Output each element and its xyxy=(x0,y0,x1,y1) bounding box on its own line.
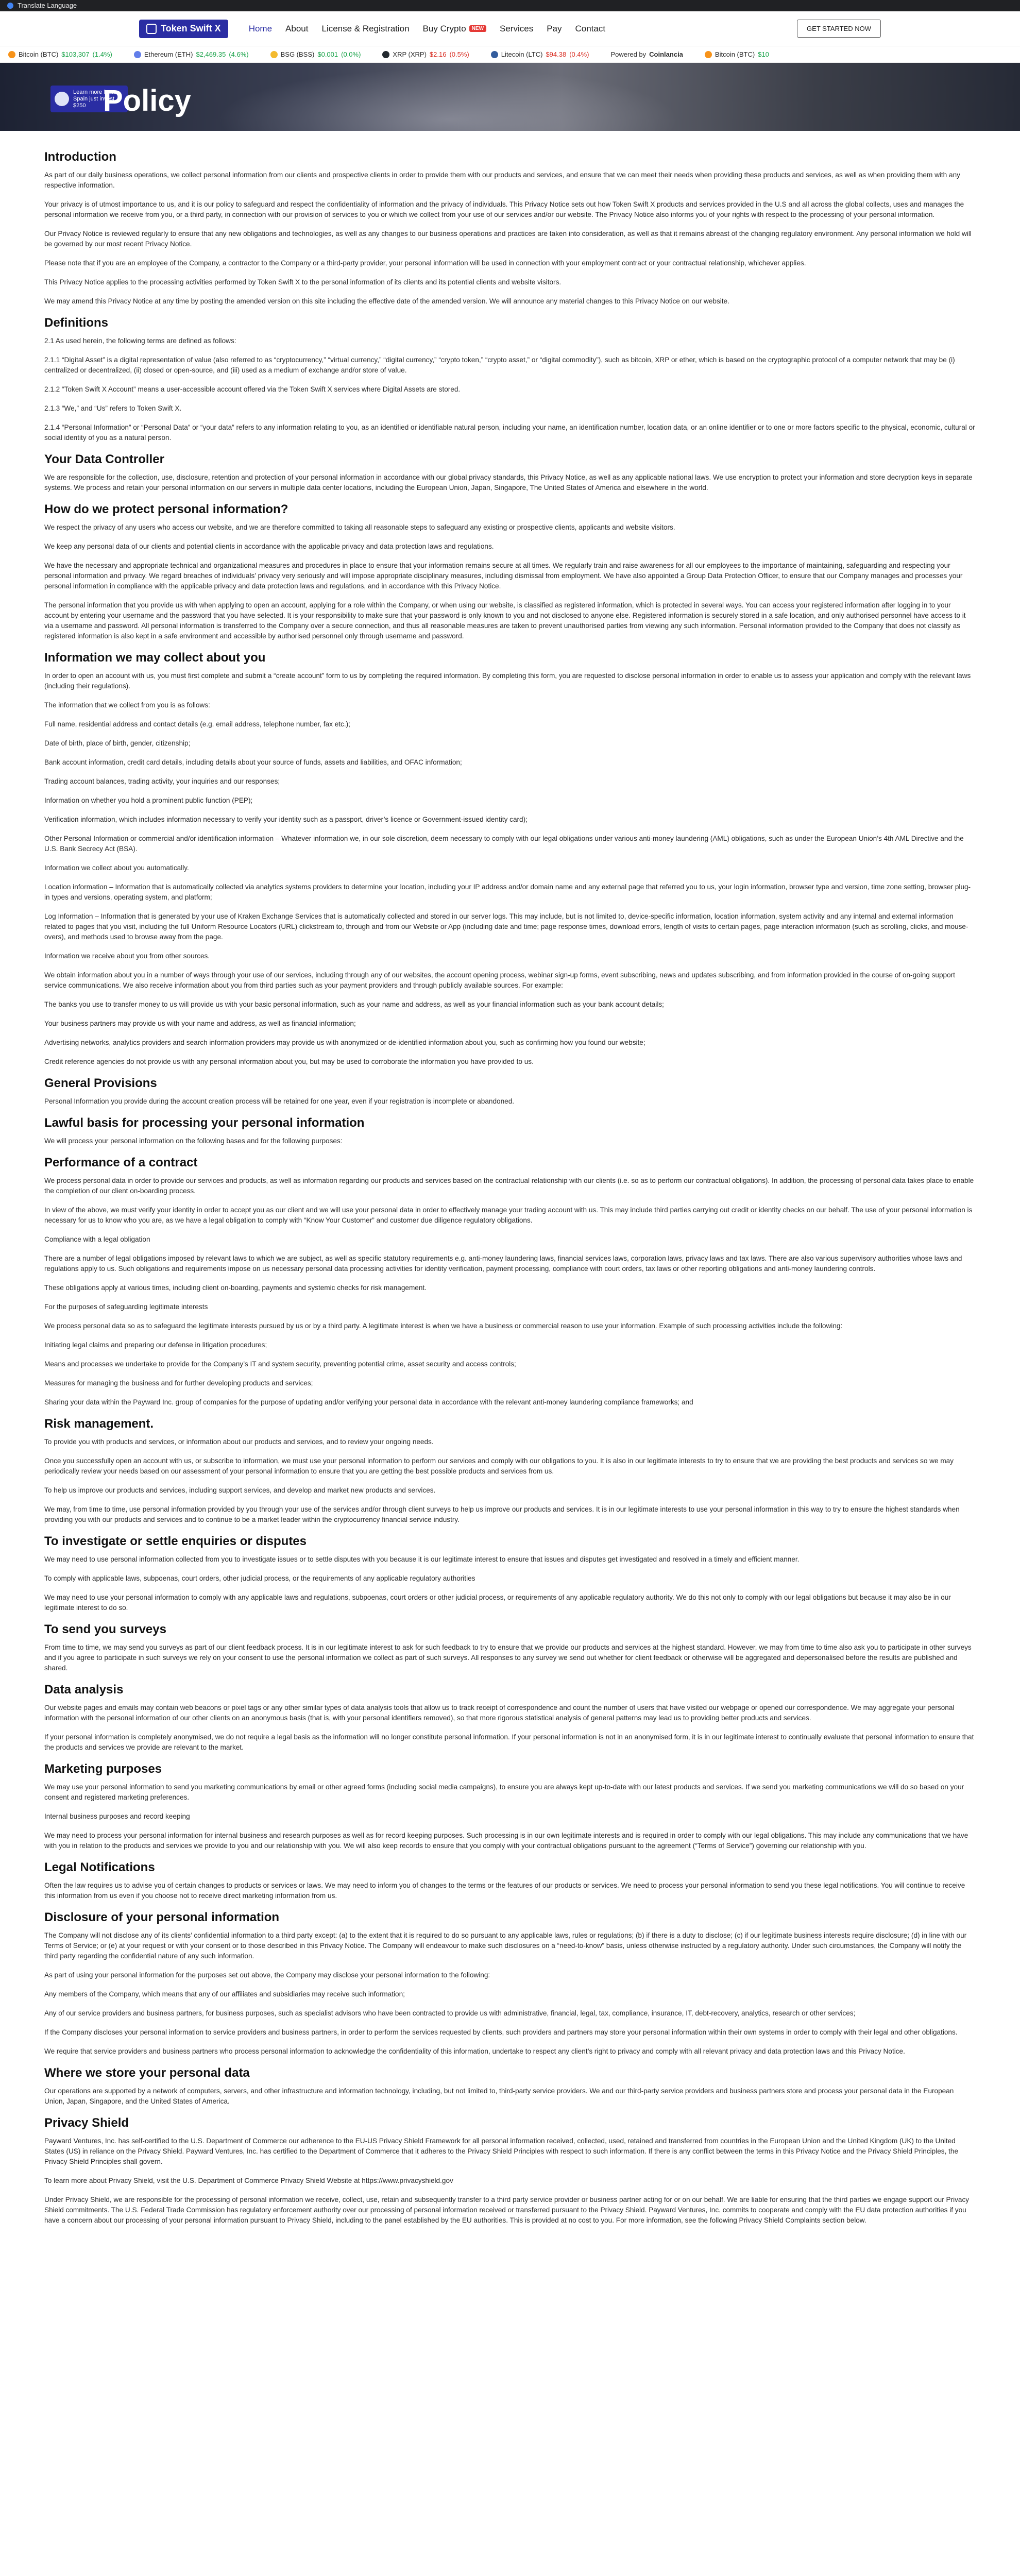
paragraph: Information we collect about you automatically. xyxy=(44,864,189,872)
logo-icon xyxy=(146,24,157,34)
nav-buy-crypto[interactable]: Buy Crypto NEW xyxy=(423,24,486,34)
site-logo[interactable] xyxy=(139,20,228,38)
paragraph: Other Personal Information or commercial and/or identification information – Whatever information we, in our sole discretion, deem necessary to comply with our legal obligations under various anti-money laundering (AML) obligations, such as under the European Union’s 4th AML Directive and the U.S. Bank Secrecy Act (BSA). xyxy=(44,835,964,853)
coin-price: $10 xyxy=(758,50,769,58)
main-nav xyxy=(249,24,605,34)
paragraph: We may need to use your personal information to comply with any applicable laws and regulations, subpoenas, court orders or other judicial process, or requirements of any applicable regulatory authority. We do this not only to comply with our legal obligations but because it may also be in our legitimate interest to do so. xyxy=(44,1594,951,1612)
paragraph: Trading account balances, trading activity, your inquiries and our responses; xyxy=(44,777,280,785)
paragraph: We may need to process your personal information for internal business and research purposes as well as for record keeping purposes. Such processing is in our own legitimate interests and is required in order to comply with our legal obligations. This may include any communications that we have with you in relation to the products and services we provide to you and our relationship with you. We will also keep records to ensure that you comply with your contractual obligations pursuant to the agreement (“Terms of Service”) governing our relationship with you. xyxy=(44,1832,968,1850)
paragraph: Credit reference agencies do not provide us with any personal information about you, but may be used to corroborate the information you have provided to us. xyxy=(44,1058,534,1065)
paragraph: Date of birth, place of birth, gender, citizenship; xyxy=(44,739,191,747)
section-heading: How do we protect personal information? xyxy=(44,502,288,516)
paragraph: In order to open an account with us, you must first complete and submit a “create account” form to us by completing the required information. By completing this form, you are requested to disclose personal information in order to enable us to assess your application and comply with the relevant laws (including their regulations). xyxy=(44,672,971,690)
paragraph: We have the necessary and appropriate technical and organizational measures and procedures in place to ensure that your information remains secure at all times. We regularly train and raise awareness for all our employees to the importance of maintaining, safeguarding and respecting your personal information and privacy. We regard breaches of individuals’ privacy very seriously and will impose appropriate disciplinary measures, including dismissal from employment. We have also appointed a Group Data Protection Officer, to ensure that our Company manages and processes your personal information in compliance with the applicable privacy and data protection laws and regulations, and in accordance with this Privacy Notice. xyxy=(44,562,963,590)
logo-text: Token Swift X xyxy=(161,23,221,33)
paragraph: Under Privacy Shield, we are responsible for the processing of personal information we receive, collect, use, retain and subsequently transfer to a third party service provider or business partner acting for or on our behalf. We are liable for ensuring that the third parties we engage support our Privacy Shield commitments. The U.S. Federal Trade Commission has regulatory enforcement authority over our processing of personal information received or transferred pursuant to the Privacy Shield. Payward Ventures, Inc. commits to cooperate and comply with the EU data protection authorities if you have a concern about our processing of your personal information pursuant to Privacy Shield, including to the panel established by the EU authorities. This is provided at no cost to you. For more information, see the following Privacy Shield Complaints section below. xyxy=(44,2196,970,2224)
policy-content xyxy=(0,131,1020,2226)
paragraph: Personal Information you provide during the account creation process will be retained for one year, even if your registration is incomplete or abandoned. xyxy=(44,1097,515,1105)
section-heading: Where we store your personal data xyxy=(44,2066,250,2080)
paragraph: Full name, residential address and contact details (e.g. email address, telephone number, fax etc.); xyxy=(44,720,350,728)
price-ticker xyxy=(0,46,1020,63)
paragraph: We may amend this Privacy Notice at any time by posting the amended version on this site including the effective date of the amended version. We will announce any material changes to this Privacy Notice on our website. xyxy=(44,297,729,305)
coin-change: (0.0%) xyxy=(341,50,361,58)
paragraph: Initiating legal claims and preparing our defense in litigation procedures; xyxy=(44,1341,267,1349)
paragraph: We may, from time to time, use personal information provided by you through your use of the services and/or through client surveys to help us improve our products and services. It is in our legitimate interests to use your personal information in this way to try to ensure the highest standards when providing you with our products and services and to continue to be a market leader within the cryptocurrency financial service industry. xyxy=(44,1505,960,1523)
paragraph: To comply with applicable laws, subpoenas, court orders, other judicial process, or the requirements of any applicable regulatory authorities xyxy=(44,1574,475,1582)
coin-price: $2.16 xyxy=(429,50,447,58)
section-heading: To send you surveys xyxy=(44,1622,166,1636)
paragraph: Our operations are supported by a network of computers, servers, and other infrastructure and information technology, including, but not limited to, third-party service providers. We and our third-party service providers and business partners store and process your personal data in the European Union, Japan, Singapore, and the United States of America. xyxy=(44,2087,954,2105)
paragraph: Location information – Information that is automatically collected via analytics systems providers to determine your location, including your IP address and/or domain name and any external page that referred you to us, your login information, browser type and version, time zone setting, browser plug-in types and versions, operating system, and platform; xyxy=(44,883,971,901)
paragraph: Once you successfully open an account with us, or subscribe to information, we must use your personal information to perform our services and comply with our obligations to you. It is also in our legitimate interests to try to ensure that we are providing the best products and services so we may periodically review your needs based on our assessment of your personal information to ensure that you are getting the best possible products and services from us. xyxy=(44,1457,954,1475)
ticker-item xyxy=(705,50,772,58)
coin-name: BSG (BSS) xyxy=(280,50,315,58)
paragraph: As part of using your personal information for the purposes set out above, the Company may disclose your personal information to the following: xyxy=(44,1971,490,1979)
paragraph: To learn more about Privacy Shield, visit the U.S. Department of Commerce Privacy Shield Website at https://www.privacyshield.gov xyxy=(44,2177,453,2184)
paragraph: To help us improve our products and services, including support services, and develop and market new products and services. xyxy=(44,1486,436,1494)
paragraph: We process personal data in order to provide our services and products, as well as information regarding our products and services based on the contractual relationship with our clients (i.e. so as to perform our contractual obligations). In addition, the processing of personal data takes place to enable the completion of our client on-boarding process. xyxy=(44,1177,974,1195)
coin-icon xyxy=(134,51,141,58)
paragraph: Internal business purposes and record keeping xyxy=(44,1812,190,1820)
translate-bar[interactable] xyxy=(0,0,1020,11)
paragraph: We will process your personal information on the following bases and for the following purposes: xyxy=(44,1137,343,1145)
paragraph: Often the law requires us to advise you of certain changes to products or services or laws. We may need to inform you of changes to the terms or the features of our products or services. We need to process your personal information to send you these legal notifications. You will continue to receive this information from us even if you choose not to receive direct marketing information from us. xyxy=(44,1882,965,1900)
paragraph: Bank account information, credit card details, including details about your source of funds, assets and liabilities, and OFAC information; xyxy=(44,758,462,766)
coin-price: $103,307 xyxy=(61,50,90,58)
paragraph: We require that service providers and business partners who process personal information to acknowledge the confidentiality of this information, undertake to respect any client’s right to privacy and comply with all relevant privacy and data protection laws and this Privacy Notice. xyxy=(44,2047,905,2055)
section-heading: Marketing purposes xyxy=(44,1762,162,1776)
coin-icon xyxy=(270,51,278,58)
nav-license[interactable]: License & Registration xyxy=(321,23,410,33)
coin-icon xyxy=(705,51,712,58)
paragraph: As part of our daily business operations, we collect personal information from our clients and prospective clients in order to provide them with our products and services, and ensure that we can meet their needs when providing these products and services, as well as when providing them with any respective information. xyxy=(44,171,960,189)
paragraph: For the purposes of safeguarding legitimate interests xyxy=(44,1303,208,1311)
paragraph: Please note that if you are an employee of the Company, a contractor to the Company or a third-party provider, your personal information will be used in connection with your employment contract or your contractual relationship, whichever applies. xyxy=(44,259,806,267)
paragraph: Our website pages and emails may contain web beacons or pixel tags or any other similar types of data analysis tools that allow us to track receipt of correspondence and count the number of users that have visited our webpage or opened our correspondence. We may aggregate your personal information with the personal information of our other clients on an anonymous basis (that is, with your personal identifiers removed), so that more rigorous statistical analysis of general patterns may lead us to providing better products and services. xyxy=(44,1704,955,1722)
paragraph: The Company will not disclose any of its clients’ confidential information to a third party except: (a) to the extent that it is required to do so pursuant to any applicable laws, rules or regulations; (b) if there is a duty to disclose; (c) if our legitimate business interests require disclosure; (d) in line with our Terms of Service; or (e) at your request or with your consent or to those described in this Privacy Notice. The Company will endeavour to make such disclosures on a “need-to-know” basis, unless otherwise instructed by a regulatory authority. Under such circumstances, the Company will notify the third party regarding the confidential nature of any such information. xyxy=(44,1931,967,1960)
ticker-item xyxy=(382,50,469,58)
paragraph: If your personal information is completely anonymised, we do not require a legal basis as the information will no longer constitute personal information. If your personal information is not in an anonymised form, it is in our legitimate interest to continually evaluate that personal information to ensure that the products and services we provide are relevant to the market. xyxy=(44,1733,974,1751)
section-heading: Disclosure of your personal information xyxy=(44,1910,280,1924)
paragraph: If the Company discloses your personal information to service providers and business partners, in order to perform the services requested by clients, such providers and partners may store your personal information within their own systems in order to comply with their legal and other obligations. xyxy=(44,2028,958,2036)
paragraph: Sharing your data within the Payward Inc. group of companies for the purpose of updating and/or verifying your personal data in accordance with the relevant anti-money laundering compliance frameworks; and xyxy=(44,1398,693,1406)
page-title: Policy xyxy=(103,84,191,117)
section-heading: General Provisions xyxy=(44,1076,157,1090)
paragraph: 2.1.3 “We,” and “Us” refers to Token Swift X. xyxy=(44,404,182,412)
paragraph: Information we receive about you from other sources. xyxy=(44,952,210,960)
ticker-powered-by[interactable]: Powered by Coinlancia xyxy=(610,50,683,58)
coin-icon xyxy=(491,51,498,58)
google-translate-icon xyxy=(7,3,13,9)
section-heading: Introduction xyxy=(44,150,116,164)
nav-pay[interactable]: Pay xyxy=(547,23,562,33)
section-heading: To investigate or settle enquiries or disputes xyxy=(44,1534,307,1548)
paragraph: Advertising networks, analytics providers and search information providers may provide us with anonymized or de-identified information about you, such as confirming how you found our website; xyxy=(44,1039,645,1046)
paragraph: 2.1 As used herein, the following terms are defined as follows: xyxy=(44,337,236,345)
paragraph: Information on whether you hold a prominent public function (PEP); xyxy=(44,796,253,804)
section-heading: Your Data Controller xyxy=(44,452,164,466)
paragraph: Any of our service providers and business partners, for business purposes, such as specialist advisors who have been contracted to provide us with administrative, financial, legal, tax, compliance, insurance, IT, debt-recovery, analytics, research or other services; xyxy=(44,2009,856,2017)
coin-price: $0.001 xyxy=(317,50,338,58)
paragraph: There are a number of legal obligations imposed by relevant laws to which we are subject, as well as specific statutory requirements e.g. anti-money laundering laws, financial services laws, corporation laws, privacy laws and tax laws. There are also various supervisory authorities whose laws and regulations apply to us. Such obligations and requirements impose on us necessary personal data processing activities for identity verification, payment processing, compliance with court orders, tax laws or other reporting obligations and anti-money laundering controls. xyxy=(44,1255,962,1273)
site-header xyxy=(0,11,1020,46)
section-heading: Data analysis xyxy=(44,1683,124,1697)
get-started-button[interactable]: GET STARTED NOW xyxy=(797,20,881,38)
coin-name: Ethereum (ETH) xyxy=(144,50,193,58)
paragraph: These obligations apply at various times, including client on-boarding, payments and systemic checks for risk management. xyxy=(44,1284,427,1292)
hero-banner xyxy=(0,63,1020,131)
paragraph: Your privacy is of utmost importance to us, and it is our policy to safeguard and respect the confidentiality of information and the privacy of individuals. This Privacy Notice sets out how Token Swift X products and services provided in the U.S and all across the global collects, uses and manages the personal information we receive from you, or a third party, in connection with our provision of services to you or which we collect from your use of our services and/or our website. The Privacy Notice also informs you of your rights with respect to the processing of your personal information. xyxy=(44,200,964,218)
section-heading: Performance of a contract xyxy=(44,1156,198,1170)
paragraph: Measures for managing the business and for further developing products and services; xyxy=(44,1379,313,1387)
coin-change: (1.4%) xyxy=(92,50,112,58)
coin-change: (4.6%) xyxy=(229,50,249,58)
section-heading: Risk management. xyxy=(44,1417,154,1431)
ticker-item xyxy=(8,50,112,58)
paragraph: 2.1.2 “Token Swift X Account” means a user-accessible account offered via the Token Swift X services where Digital Assets are stored. xyxy=(44,385,461,393)
section-heading: Legal Notifications xyxy=(44,1860,155,1874)
paragraph: To provide you with products and services, or information about our products and services, and to review your ongoing needs. xyxy=(44,1438,434,1446)
paragraph: We keep any personal data of our clients and potential clients in accordance with the applicable privacy and data protection laws and regulations. xyxy=(44,543,494,550)
coin-name: Bitcoin (BTC) xyxy=(715,50,755,58)
coin-icon xyxy=(8,51,15,58)
ticker-item xyxy=(270,50,361,58)
coin-change: (0.4%) xyxy=(569,50,589,58)
paragraph: 2.1.4 “Personal Information” or “Personal Data” or “your data” refers to any information relating to you, as an identified or identifiable natural person, including your name, an identification number, location data, or an online identifier or to one or more factors specific to the physical, economic, cultural or social identity of you as a natural person. xyxy=(44,423,975,442)
avatar xyxy=(55,92,69,106)
paragraph: The personal information that you provide us with when applying to open an account, applying for a role within the Company, or when using our website, is classified as registered information, which is protected in several ways. You can access your registered information after logging in to your account by entering your username and the password that you have selected. It is your responsibility to make sure that your password is only known to you and not disclosed to anyone else. Registered information is securely stored in a safe location, and only authorised personnel have access to it via a username and password. All personal information is transferred to the Company over a secure connection, and thus all reasonable measures are taken to prevent unauthorised parties from viewing any such information. Personal information provided to the Company that does not classify as registered information is also kept in a safe environment and accessible by authorised personnel only through username and password. xyxy=(44,601,966,640)
coin-icon xyxy=(382,51,389,58)
paragraph: Our Privacy Notice is reviewed regularly to ensure that any new obligations and technologies, as well as any changes to our business operations and practices are taken into consideration, as well as that it remains abreast of the changing regulatory environment. Any personal information we hold will be governed by our most recent Privacy Notice. xyxy=(44,230,972,248)
coin-name: Litecoin (LTC) xyxy=(501,50,543,58)
paragraph: The information that we collect from you is as follows: xyxy=(44,701,210,709)
new-badge: NEW xyxy=(469,25,486,32)
paragraph: Your business partners may provide us with your name and address, as well as financial information; xyxy=(44,1020,356,1027)
coin-price: $2,469.35 xyxy=(196,50,226,58)
paragraph: We are responsible for the collection, use, disclosure, retention and protection of your personal information in accordance with our global privacy standards, this Privacy Notice, as well as any applicable national laws. We use encryption to protect your information and store decryption keys in separate systems. We process and retain your personal information on our servers in multiple data center locations, including the European Union, Japan, Singapore, The United States of America and elsewhere in the world. xyxy=(44,473,973,492)
section-heading: Definitions xyxy=(44,316,108,330)
coin-change: (0.5%) xyxy=(449,50,469,58)
nav-about[interactable]: About xyxy=(285,23,309,33)
coin-price: $94.38 xyxy=(546,50,567,58)
coin-name: Bitcoin (BTC) xyxy=(19,50,59,58)
paragraph: Means and processes we undertake to provide for the Company’s IT and system security, preventing potential crime, asset security and access controls; xyxy=(44,1360,516,1368)
nav-contact[interactable]: Contact xyxy=(575,23,606,33)
paragraph: We process personal data so as to safeguard the legitimate interests pursued by us or by a third party. A legitimate interest is when we have a business or commercial reason to use your information. Example of such processing activities include the following: xyxy=(44,1322,843,1330)
paragraph: 2.1.1 “Digital Asset” is a digital representation of value (also referred to as “cryptocurrency,” “virtual currency,” “digital currency,” “crypto token,” “crypto asset,” or “digital commodity”), such as bitcoin, XRP or ether, which is based on the cryptographic protocol of a computer network that may be (i) centralized or decentralized, (ii) closed or open-source, and (iii) used as a medium of exchange and/or store of value. xyxy=(44,356,955,374)
section-heading: Privacy Shield xyxy=(44,2116,129,2130)
nav-home[interactable]: Home xyxy=(248,23,273,33)
ticker-item xyxy=(491,50,589,58)
paragraph: In view of the above, we must verify your identity in order to accept you as our client and we will use your personal data in order to effectively manage your trading account with us. This may include third parties carrying out credit or identity checks on our behalf. The use of your personal information is necessary for us to know who you are, as we have a legal obligation to comply with “Know Your Customer” and customer due diligence regulatory obligations. xyxy=(44,1206,973,1224)
paragraph: Compliance with a legal obligation xyxy=(44,1235,150,1243)
ticker-item xyxy=(134,50,249,58)
paragraph: We respect the privacy of any users who access our website, and we are therefore committed to taking all reasonable steps to safeguard any existing or prospective clients, applicants and website visitors. xyxy=(44,523,675,531)
paragraph: Verification information, which includes information necessary to verify your identity such as a passport, driver’s licence or Government-issued identity card); xyxy=(44,816,528,823)
paragraph: This Privacy Notice applies to the processing activities performed by Token Swift X to the personal information of its clients and its potential clients and website visitors. xyxy=(44,278,562,286)
paragraph: From time to time, we may send you surveys as part of our client feedback process. It is in our legitimate interest to ask for such feedback to try to ensure that we provide our products and services at the highest standard. However, we may from time to time also ask you to participate in other surveys and if you agree to participate in such surveys we rely on your consent to use the personal information we collect as part of such surveys. All responses to any survey we send out whether for client feedback or otherwise will be aggregated and depersonalised before the results are published and shared. xyxy=(44,1643,972,1672)
paragraph: Payward Ventures, Inc. has self-certified to the U.S. Department of Commerce our adherence to the EU-US Privacy Shield Framework for all personal information received, collected, used, retained and transferred from countries in the European Union and the United Kingdom (UK) to the United States (US) in reliance on the Privacy Shield. Payward Ventures, Inc. has certified to the Department of Commerce that it adheres to the Privacy Shield Principles with respect to such information. If there is any conflict between the terms in this Privacy Notice and the Privacy Shield Principles, the Privacy Shield Principles shall govern. xyxy=(44,2137,959,2165)
section-heading: Information we may collect about you xyxy=(44,651,266,665)
paragraph: Any members of the Company, which means that any of our affiliates and subsidiaries may receive such information; xyxy=(44,1990,405,1998)
paragraph: We may need to use personal information collected from you to investigate issues or to settle disputes with you because it is our legitimate interest to ensure that issues and disputes get investigated and resolved in a timely and efficient manner. xyxy=(44,1555,800,1563)
promo-text: Learn more from Spain just invest $250 xyxy=(73,89,115,109)
coin-name: XRP (XRP) xyxy=(393,50,427,58)
nav-services[interactable]: Services xyxy=(500,23,534,33)
translate-label[interactable]: Translate Language xyxy=(18,2,77,9)
paragraph: We obtain information about you in a number of ways through your use of our services, including through any of our websites, the account opening process, webinar sign-up forms, event subscribing, news and updates subscribing, and from information provided in the course of on-going support service communications. We also receive information about you from third parties such as your payment providers and through publicly available sources. For example: xyxy=(44,971,955,989)
paragraph: The banks you use to transfer money to us will provide us with your basic personal information, such as your name and address, as well as your financial information such as your bank account details; xyxy=(44,1001,664,1008)
section-heading: Lawful basis for processing your personal information xyxy=(44,1116,365,1130)
paragraph: We may use your personal information to send you marketing communications by email or other agreed forms (including social media campaigns), to ensure you are always kept up-to-date with our latest products and services. If we send you marketing communications we will do so based on your consent and registered marketing preferences. xyxy=(44,1783,964,1801)
paragraph: Log Information – Information that is generated by your use of Kraken Exchange Services that is automatically collected and stored in our server logs. This may include, but is not limited to, device-specific information, location information, system activity and any internal and external information related to pages that you visit, including the full Uniform Resource Locators (URL) clickstream to, through and from our Website or App (including date and time; page response times, download errors, length of visits to certain pages, page interaction information (such as scrolling, clicks, and mouse-overs), and methods used to browse away from the page. xyxy=(44,912,968,941)
